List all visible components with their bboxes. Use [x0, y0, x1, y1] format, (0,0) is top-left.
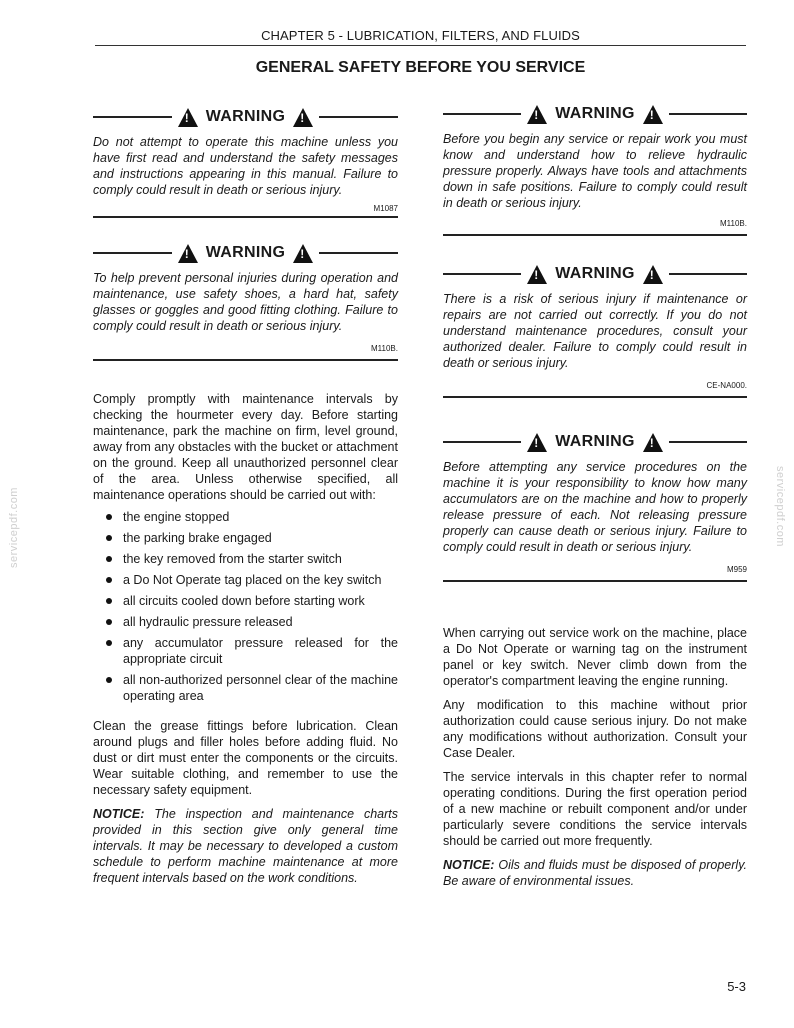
rule-line — [93, 252, 172, 254]
warning-triangle-icon — [643, 265, 663, 284]
grease-paragraph: Clean the grease fittings before lubrication. Clean around plugs and filler holes before adding fluid. No dust or dirt must enter the components or the circuits. Wear suitable clothing, and remember to use the necessary safety equipment. — [93, 719, 398, 797]
rule-line — [443, 273, 521, 275]
rule-line — [669, 273, 747, 275]
warning-box-left-2 — [93, 240, 398, 361]
warning-label: WARNING — [205, 108, 286, 125]
warning-code: M959 — [726, 565, 747, 574]
warning-triangle-icon — [293, 244, 313, 263]
right-body — [443, 625, 747, 889]
warning-bottom-rule — [93, 359, 398, 361]
warning-triangle-icon — [643, 105, 663, 124]
list-item: all hydraulic pressure released — [93, 614, 398, 630]
notice-paragraph — [443, 857, 747, 889]
warning-triangle-icon — [178, 244, 198, 263]
warning-text: Before you begin any service or repair work you must know and understand how to relieve hydraulic pressure properly. Always have tools and attachments down in safe positions. Failure to comply could result in death or serious injury. — [443, 132, 747, 210]
warning-label: WARNING — [555, 265, 635, 282]
rule-line — [319, 252, 398, 254]
warning-code: M110B. — [371, 344, 398, 353]
warning-text: To help prevent personal injuries during operation and maintenance, use safety shoes, a hard hat, safety glasses or goggles and good fitting clothing. Failure to comply could result in death or serious injury. — [93, 271, 398, 333]
warning-text: There is a risk of serious injury if maintenance or repairs are not carried out correctly. If you do not understand maintenance procedures, consult your authorized dealer. Failure to comply could result in death or serious injury. — [443, 292, 747, 370]
rule-line — [669, 441, 747, 443]
page-title: GENERAL SAFETY BEFORE YOU SERVICE — [255, 59, 586, 76]
warning-triangle-icon — [527, 105, 547, 124]
warning-text: Do not attempt to operate this machine unless you have first read and understand the safety messages and instructions appearing in this manual. Failure to comply could result in death or serious injury. — [93, 135, 398, 197]
warning-header — [443, 261, 747, 287]
list-item: the parking brake engaged — [93, 530, 398, 546]
warning-label: WARNING — [555, 105, 635, 122]
warning-box-left-1 — [93, 104, 398, 218]
rule-line — [443, 113, 521, 115]
warning-label: WARNING — [205, 244, 286, 261]
left-body — [93, 391, 398, 886]
service-tag-paragraph: When carrying out service work on the machine, place a Do Not Operate or warning tag on the instrument panel or key switch. Never climb down from the operator's compartment leaving the engine running. — [443, 626, 747, 688]
warning-header — [93, 240, 398, 266]
warning-bottom-rule — [443, 580, 747, 582]
service-intervals-paragraph: The service intervals in this chapter refer to normal operating conditions. During the first operation period of a new machine or rebuilt component and/or under particularly severe conditions the service intervals should be carried out more frequently. — [443, 770, 747, 848]
warning-triangle-icon — [527, 433, 547, 452]
warning-code: CE-NA000. — [706, 381, 747, 390]
warning-bottom-rule — [93, 216, 398, 218]
list-item: a Do Not Operate tag placed on the key switch — [93, 572, 398, 588]
notice-label: NOTICE: — [93, 807, 145, 821]
warning-bottom-rule — [443, 234, 747, 236]
rule-line — [93, 116, 172, 118]
rule-line — [443, 441, 521, 443]
warning-bottom-rule — [443, 396, 747, 398]
notice-text: Oils and fluids must be disposed of properly. Be aware of environmental issues. — [443, 858, 747, 888]
warning-text: Before attempting any service procedures on the machine it is your responsibility to know how many accumulators are on the machine and how to properly release pressure of each. Not releasing pressure properly can cause death or serious injury. Failure to comply could result in death or serious injury. — [443, 460, 747, 554]
rule-line — [669, 113, 747, 115]
warning-header — [443, 101, 747, 127]
list-item: all circuits cooled down before starting work — [93, 593, 398, 609]
warning-code: M110B. — [720, 219, 747, 228]
warning-triangle-icon — [293, 108, 313, 127]
warning-triangle-icon — [178, 108, 198, 127]
list-item: all non-authorized personnel clear of the machine operating area — [93, 672, 398, 704]
notice-label: NOTICE: — [443, 858, 495, 872]
chapter-header: CHAPTER 5 - LUBRICATION, FILTERS, AND FLUIDS — [261, 28, 580, 43]
notice-paragraph — [93, 806, 398, 886]
warning-box-right-1 — [443, 101, 747, 236]
rule-line — [319, 116, 398, 118]
watermark-right: servicepdf.com — [774, 466, 786, 547]
maintenance-conditions-list — [93, 509, 398, 704]
warning-label: WARNING — [555, 433, 635, 450]
list-item: any accumulator pressure released for the appropriate circuit — [93, 635, 398, 667]
page-number: 5-3 — [727, 979, 746, 994]
watermark-left: servicepdf.com — [8, 487, 20, 568]
warning-header — [443, 429, 747, 455]
warning-triangle-icon — [527, 265, 547, 284]
warning-header — [93, 104, 398, 130]
maintenance-intro: Comply promptly with maintenance intervals by checking the hourmeter every day. Before starting maintenance, park the machine on firm, level ground, away from any obstacles with the bucket or attachment on the ground. Keep all unauthorized personnel clear of the area. Unless otherwise specified, all maintenance operations should be carried out with: — [93, 392, 398, 502]
warning-triangle-icon — [643, 433, 663, 452]
warning-code: M1087 — [373, 204, 398, 213]
list-item: the key removed from the starter switch — [93, 551, 398, 567]
warning-box-right-3 — [443, 429, 747, 582]
modification-paragraph: Any modification to this machine without prior authorization could cause serious injury. Do not make any modifications without authorization. Consult your Case Dealer. — [443, 698, 747, 760]
warning-box-right-2 — [443, 261, 747, 398]
notice-text: The inspection and maintenance charts provided in this section give only general time intervals. It may be necessary to developed a custom schedule to perform machine maintenance at more frequent intervals based on the work conditions. — [93, 807, 398, 885]
list-item: the engine stopped — [93, 509, 398, 525]
header-divider — [95, 45, 746, 46]
